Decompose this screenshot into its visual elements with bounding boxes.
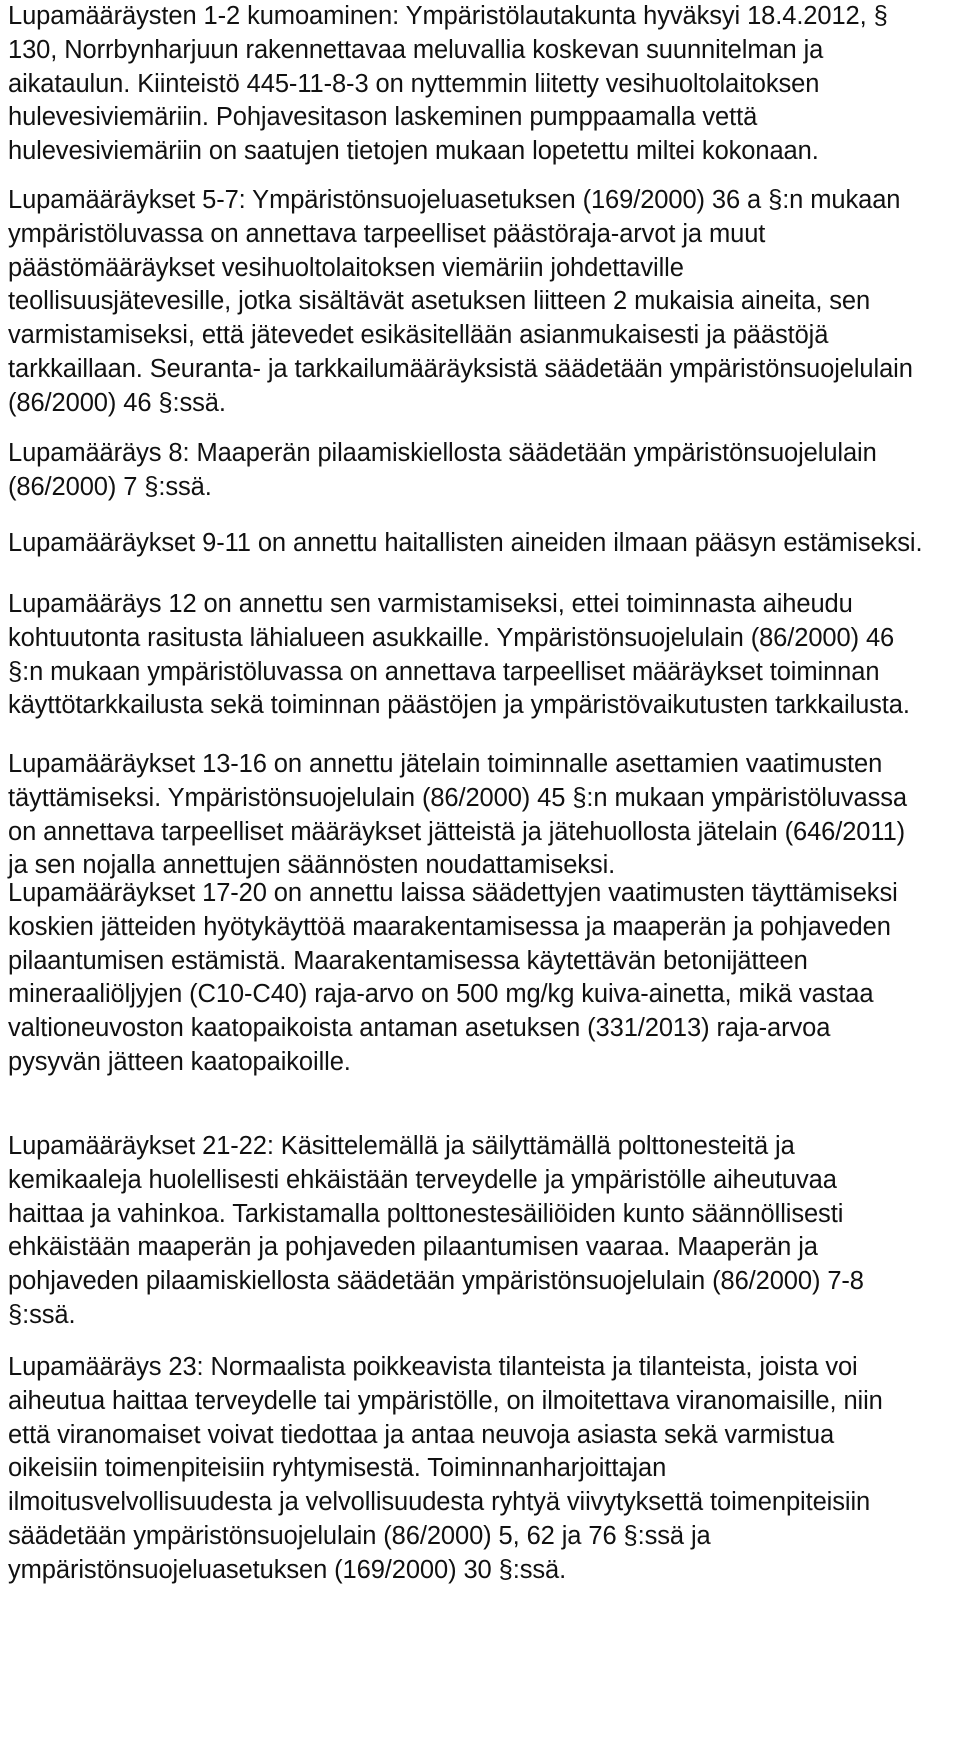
paragraph-lupamaaraykset-13-16: Lupamääräykset 13-16 on annettu jätelain toiminnalle asettamien vaatimusten täyttämiseksi. Ympäristönsuojelulain (86/2000) 45 §:n mukaan ympäristöluvassa on annettava tarpeelliset määräykset jätteistä ja jätehuollosta jätelain (646/2011) ja sen nojalla annettujen säännösten noudattamiseksi.	[8, 750, 907, 880]
paragraph-lupamaaraykset-17-20: Lupamääräykset 17-20 on annettu laissa säädettyjen vaatimusten täyttämiseksi koskien jätteiden hyötykäyttöä maarakentamisessa ja maaperän ja pohjaveden pilaantumisen estämistä. Maarakentamisessa käytettävän betonijätteen mineraaliöljyjen (C10-C40) raja-arvo on 500 mg/kg kuiva-ainetta, mikä vastaa valtioneuvoston kaatopaikoista antaman asetuksen (331/2013) raja-arvoa pysyvän jätteen kaatopaikoille.	[8, 879, 898, 1076]
paragraph-lupamaaraykset-5-7: Lupamääräykset 5-7: Ympäristönsuojeluasetuksen (169/2000) 36 a §:n mukaan ympäristöluvassa on annettava tarpeelliset päästöraja-arvot ja muut päästömääräykset vesihuoltolaitoksen viemäriin johdettaville teollisuusjätevesille, jotka sisältävät asetuksen liitteen 2 mukaisia aineita, sen varmistamiseksi, että jätevedet esikäsitellään asianmukaisesti ja päästöjä tarkkaillaan. Seuranta- ja tarkkailumääräyksistä säädetään ympäristönsuojelulain (86/2000) 46 §:ssä.	[8, 186, 913, 417]
paragraph-lupamaarays-23: Lupamääräys 23: Normaalista poikkeavista tilanteista ja tilanteista, joista voi aiheutua haittaa terveydelle tai ympäristölle, on ilmoitettava viranomaisille, niin että viranomaiset voivat tiedottaa ja antaa neuvoja asiasta sekä varmistua oikeisiin toimenpiteisiin ryhtymisestä. Toiminnanharjoittajan ilmoitusvelvollisuudesta ja velvollisuudesta ryhtyä viivytyksettä toimenpiteisiin säädetään ympäristönsuojelulain (86/2000) 5, 62 ja 76 §:ssä ja ympäristönsuojeluasetuksen (169/2000) 30 §:ssä.	[8, 1353, 883, 1584]
paragraph-lupamaaraykset-1-2: Lupamääräysten 1-2 kumoaminen: Ympäristölautakunta hyväksyi 18.4.2012, § 130, Norrbynharjuun rakennettavaa meluvallia koskevan suunnitelman ja aikataulun. Kiinteistö 445-11-8-3 on nyttemmin liitetty vesihuoltolaitoksen hulevesiviemäriin. Pohjavesitason laskeminen pumppaamalla vettä hulevesiviemäriin on saatujen tietojen mukaan lopetettu miltei kokonaan.	[8, 2, 888, 166]
paragraph-lupamaarays-12: Lupamääräys 12 on annettu sen varmistamiseksi, ettei toiminnasta aiheudu kohtuutonta rasitusta lähialueen asukkaille. Ympäristönsuojelulain (86/2000) 46 §:n mukaan ympäristöluvassa on annettava tarpeelliset määräykset toiminnan käyttötarkkailusta sekä toiminnan päästöjen ja ympäristövaikutusten tarkkailusta.	[8, 590, 910, 720]
paragraph-lupamaaraykset-21-22: Lupamääräykset 21-22: Käsittelemällä ja säilyttämällä polttonesteitä ja kemikaaleja huolellisesti ehkäistään terveydelle ja ympäristölle aiheutuvaa haittaa ja vahinkoa. Tarkistamalla polttonestesäiliöiden kunto säännöllisesti ehkäistään maaperän ja pohjaveden pilaantumisen vaaraa. Maaperän ja pohjaveden pilaamiskiellosta säädetään ympäristönsuojelulain (86/2000) 7-8 §:ssä.	[8, 1132, 864, 1329]
paragraph-lupamaaraykset-9-11: Lupamääräykset 9-11 on annettu haitallisten aineiden ilmaan pääsyn estämiseksi.	[8, 529, 923, 557]
paragraph-lupamaarays-8: Lupamääräys 8: Maaperän pilaamiskiellosta säädetään ympäristönsuojelulain (86/2000) 7 §:ssä.	[8, 439, 877, 501]
